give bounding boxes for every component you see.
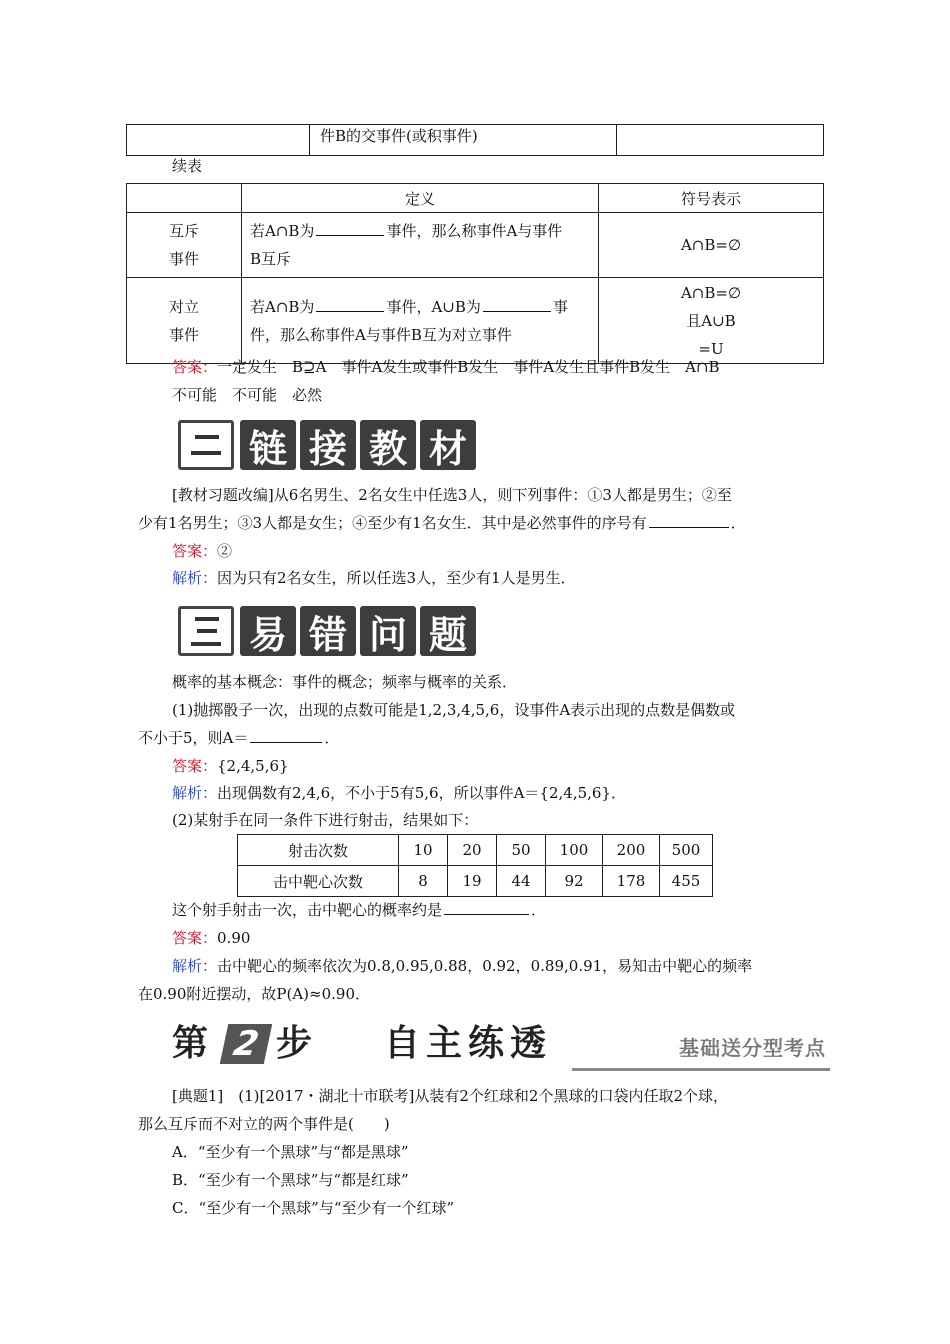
- q2-text: 这个射手射击一次，击中靶心的概率约是: [172, 901, 443, 919]
- q1-text: ．: [324, 729, 340, 747]
- row-name: [127, 278, 242, 364]
- row-name-line2: 事件: [168, 250, 199, 268]
- event-relation-table: [126, 183, 824, 364]
- answer-label: 答案：: [172, 929, 218, 947]
- top-cell-3: [617, 125, 824, 156]
- shoot-cell: 10: [399, 835, 448, 866]
- textbook-text: ．: [730, 514, 746, 532]
- fill-blank: [316, 221, 384, 236]
- answer-label: 答案：: [172, 542, 218, 560]
- symbol-line: 且A∪B: [686, 311, 736, 330]
- shoot-cell: 50: [497, 835, 546, 866]
- banner-char: 教: [360, 420, 416, 470]
- answer-text: ②: [217, 542, 233, 560]
- shoot-cell: 455: [660, 866, 713, 897]
- option-a: A．“至少有一个黑球”与“都是黑球”: [172, 1143, 409, 1161]
- step-header: [172, 1022, 830, 1072]
- symbol-line: A∩B=∅: [680, 283, 742, 302]
- textbook-line-1: [教材习题改编]从6名男生、2名女生中任选3人，则下列事件：①3人都是男生；②至: [172, 486, 732, 504]
- fill-blank: [483, 297, 551, 312]
- q2-line-1: (2)某射手在同一条件下进行射击，结果如下：: [172, 811, 479, 829]
- textbook-line-2: [138, 513, 746, 533]
- example-line-2: 那么互斥而不对立的两个事件是( ): [138, 1115, 390, 1133]
- table2-row-complementary: [127, 278, 824, 364]
- def-text: 事件，那么称事件A与事件: [386, 222, 563, 240]
- banner-char: 接: [300, 420, 356, 470]
- symbol-line: =U: [698, 339, 724, 358]
- answer-label: 答案：: [172, 757, 218, 775]
- top-cell-2: 件B的交事件(或积事件): [310, 125, 617, 156]
- analysis-text: 因为只有2名女生，所以任选3人，至少有1人是男生．: [217, 569, 576, 587]
- table2-row-mutually-exclusive: [127, 213, 824, 278]
- answer-text: 0.90: [217, 929, 251, 947]
- row-name: [127, 213, 242, 278]
- q2-text: ．: [531, 901, 547, 919]
- banner-char: 易: [240, 606, 296, 656]
- step-number: 2: [220, 1024, 273, 1064]
- fill-blank: [316, 297, 384, 312]
- shoot-cell: 100: [546, 835, 603, 866]
- answer-text: {2,4,5,6}: [217, 757, 289, 775]
- answer-line-2: 不可能 不可能 必然: [172, 386, 323, 404]
- row-definition: [242, 278, 599, 364]
- step-di: 第: [172, 1023, 209, 1064]
- shoot-cell: 178: [603, 866, 660, 897]
- q2-line-2: [172, 900, 546, 920]
- row-symbol: [599, 278, 824, 364]
- q2-analysis-1: [172, 956, 752, 976]
- banner-char: 题: [420, 606, 476, 656]
- table2-header-symbol: 符号表示: [599, 184, 824, 213]
- analysis-text: 出现偶数有2,4,6，不小于5有5,6，所以事件A＝{2,4,5,6}．: [217, 784, 626, 802]
- def-text: 若A∩B为: [250, 297, 315, 316]
- mistakes-intro: 概率的基本概念：事件的概念；频率与概率的关系．: [172, 673, 518, 691]
- q2-answer: [172, 928, 250, 948]
- q1-answer: [172, 756, 289, 776]
- answer-label: 答案：: [172, 358, 218, 376]
- step-bu: 步: [276, 1023, 313, 1064]
- def-text: 事件，A∪B为: [386, 297, 481, 316]
- textbook-text: 少有1名男生；③3人都是女生；④至少有1名女生．其中是必然事件的序号有: [138, 514, 647, 532]
- answer-text: 一定发生 B⊇A 事件A发生或事件B发生 事件A发生且事件B发生 A∩B: [217, 358, 720, 376]
- row-definition: [242, 213, 599, 278]
- banner-char: 链: [240, 420, 296, 470]
- analysis-text: 击中靶心的频率依次为0.8,0.95,0.88，0.92，0.89,0.91，易知击中靶心的频率: [217, 957, 753, 975]
- top-cell-1: [127, 125, 310, 156]
- step-title: 自主练透: [384, 1023, 553, 1064]
- shoot-cell: 19: [448, 866, 497, 897]
- fill-blank: [250, 728, 322, 743]
- analysis-label: 解析：: [172, 569, 218, 587]
- shoot-cell: 200: [603, 835, 660, 866]
- shoot-header: 击中靶心次数: [238, 866, 399, 897]
- fill-blank: [444, 900, 529, 915]
- option-c: C．“至少有一个黑球”与“至少有一个红球”: [172, 1199, 455, 1217]
- shoot-cell: 8: [399, 866, 448, 897]
- banner-char: 错: [300, 606, 356, 656]
- shoot-cell: 44: [497, 866, 546, 897]
- option-b: B．“至少有一个黑球”与“都是红球”: [172, 1171, 409, 1189]
- q2-analysis-2: 在0.90附近摆动，故P(A)≈0.90．: [138, 985, 370, 1003]
- fill-blank: [649, 513, 729, 528]
- textbook-analysis: [172, 568, 576, 588]
- row-name-line1: 对立: [168, 297, 199, 316]
- row-name-line2: 事件: [168, 325, 199, 344]
- table2-header-blank: [127, 184, 242, 213]
- step-subtitle: 基础送分型考点: [679, 1036, 826, 1060]
- section-number-three-icon: [178, 606, 234, 656]
- top-table-fragment: [126, 124, 824, 156]
- def-text: 件，那么称事件A与事件B互为对立事件: [250, 325, 512, 344]
- shooting-table: [237, 834, 713, 897]
- def-text: B互斥: [250, 250, 292, 268]
- continued-label: 续表: [172, 157, 203, 175]
- def-text: 事: [552, 297, 568, 316]
- shoot-cell: 92: [546, 866, 603, 897]
- row-symbol: A∩B=∅: [599, 213, 824, 278]
- section-number-two-icon: [178, 420, 234, 470]
- q1-line-2: [138, 728, 339, 748]
- shoot-cell: 20: [448, 835, 497, 866]
- step-rule: [572, 1068, 830, 1071]
- q1-text: 不小于5，则A＝: [138, 729, 249, 747]
- shoot-cell: 500: [660, 835, 713, 866]
- analysis-label: 解析：: [172, 784, 218, 802]
- q1-line-1: (1)抛掷骰子一次，出现的点数可能是1,2,3,4,5,6，设事件A表示出现的点数是偶数或: [172, 701, 736, 719]
- shoot-header: 射击次数: [238, 835, 399, 866]
- def-text: 若A∩B为: [250, 222, 315, 240]
- textbook-answer: [172, 541, 232, 561]
- banner-char: 问: [360, 606, 416, 656]
- q1-analysis: [172, 783, 626, 803]
- banner-char: 材: [420, 420, 476, 470]
- answer-line-1: [172, 357, 720, 377]
- table2-header-definition: 定义: [242, 184, 599, 213]
- example-line-1: [典题1] (1)[2017・湖北十市联考]从装有2个红球和2个黑球的口袋内任取2个球，: [172, 1087, 729, 1105]
- row-name-line1: 互斥: [168, 222, 199, 240]
- analysis-label: 解析：: [172, 957, 218, 975]
